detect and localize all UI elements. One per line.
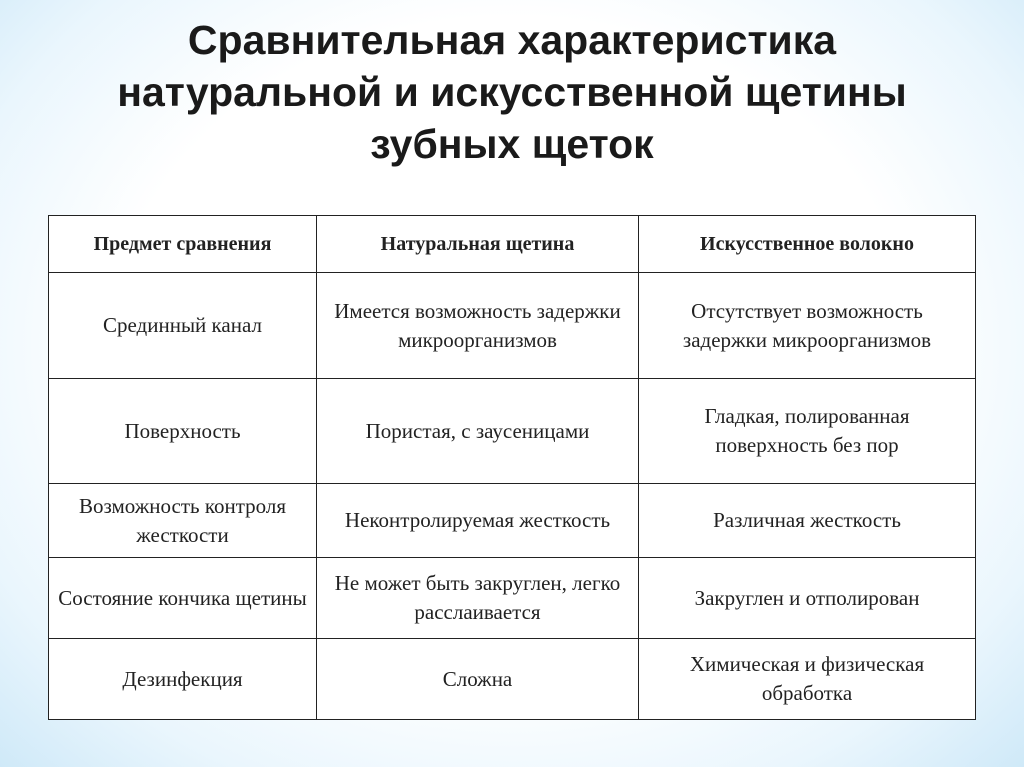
comparison-table	[48, 215, 976, 720]
cell-natural: Пористая, с заусеницами	[317, 379, 639, 484]
cell-artificial: Гладкая, полированная поверхность без пор	[639, 379, 976, 484]
cell-subject: Возможность контроля жесткости	[49, 484, 317, 558]
table-header-row	[49, 216, 976, 273]
cell-natural: Сложна	[317, 639, 639, 720]
cell-natural: Неконтролируемая жесткость	[317, 484, 639, 558]
cell-artificial: Закруглен и отполирован	[639, 558, 976, 639]
slide-title	[0, 14, 1024, 170]
cell-subject: Поверхность	[49, 379, 317, 484]
cell-natural: Не может быть закруглен, легко расслаивается	[317, 558, 639, 639]
header-artificial-fiber: Искусственное волокно	[639, 216, 976, 273]
table-row	[49, 379, 976, 484]
table-row	[49, 484, 976, 558]
table-row	[49, 273, 976, 379]
cell-subject: Состояние кончика щетины	[49, 558, 317, 639]
table-row	[49, 558, 976, 639]
title-line-1: Сравнительная характеристика	[187, 17, 837, 63]
cell-subject: Срединный канал	[49, 273, 317, 379]
cell-artificial: Химическая и физическая обработка	[639, 639, 976, 720]
header-natural-bristle: Натуральная щетина	[317, 216, 639, 273]
table-row	[49, 639, 976, 720]
title-line-3: зубных щеток	[370, 121, 654, 167]
title-line-2: натуральной и искусственной щетины	[117, 69, 907, 115]
cell-natural: Имеется возможность задержки микроорганизмов	[317, 273, 639, 379]
cell-subject: Дезинфекция	[49, 639, 317, 720]
header-subject: Предмет сравнения	[49, 216, 317, 273]
cell-artificial: Отсутствует возможность задержки микроорганизмов	[639, 273, 976, 379]
cell-artificial: Различная жесткость	[639, 484, 976, 558]
